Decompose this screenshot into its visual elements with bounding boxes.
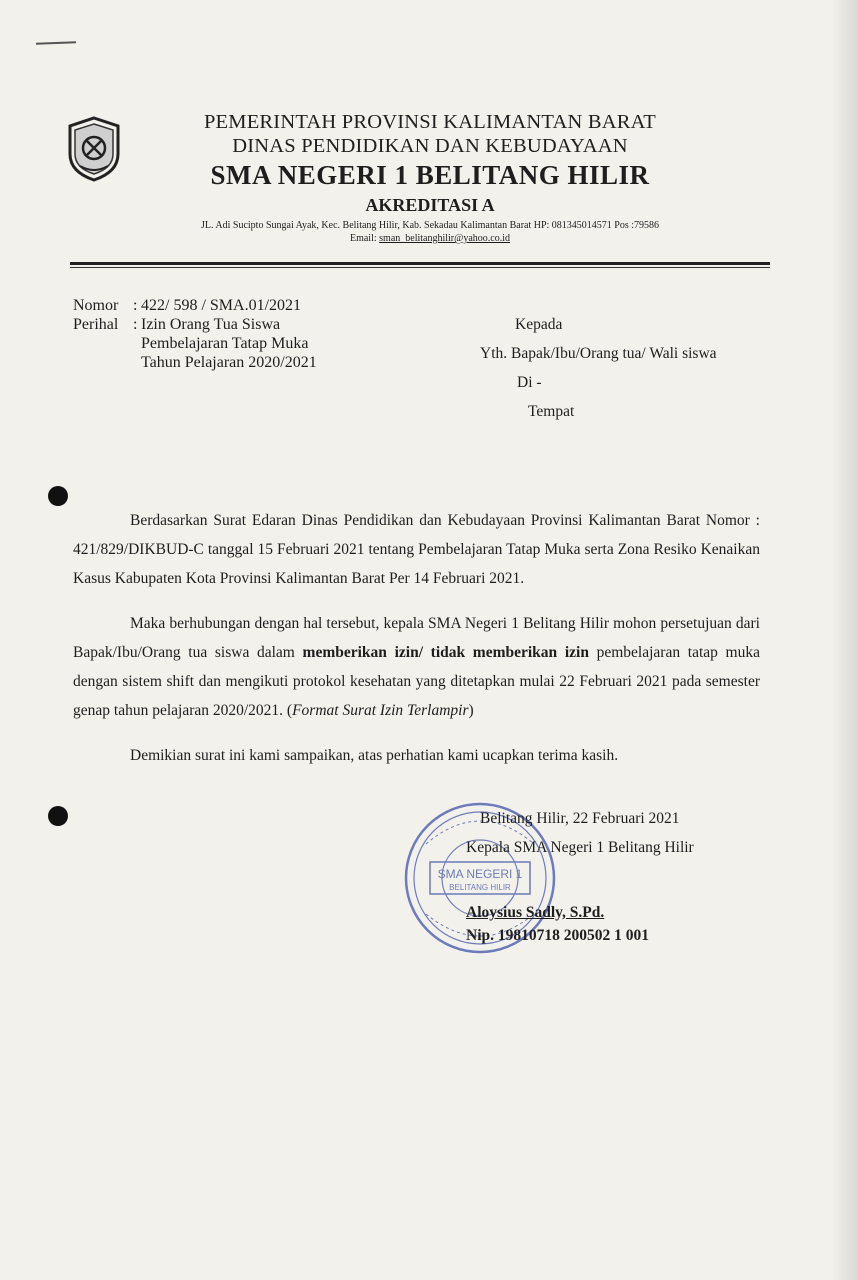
school-name: SMA NEGERI 1 BELITANG HILIR	[210, 160, 650, 190]
punch-hole	[48, 806, 68, 826]
perihal-line-2: Pembelajaran Tatap Muka	[141, 335, 309, 352]
letter-body	[73, 506, 760, 786]
signature-block	[450, 804, 694, 945]
stamp-center-text: SMA NEGERI 1	[437, 867, 523, 881]
di-label: Di -	[517, 374, 542, 391]
nomor-row: Nomor : 422/ 598 / SMA.01/2021	[73, 297, 302, 314]
school-email: sman_belitanghilir@yahoo.co.id	[379, 233, 511, 244]
nomor-value: 422/ 598 / SMA.01/2021	[141, 297, 302, 314]
school-address: JL. Adi Sucipto Sungai Ayak, Kec. Belitang Hilir, Kab. Sekadau Kalimantan Barat HP: 081345014571 Pos :79586	[200, 220, 660, 231]
punch-hole	[48, 486, 68, 506]
nomor-label: Nomor	[73, 297, 119, 314]
department-name: DINAS PENDIDIKAN DAN KEBUDAYAAN	[232, 135, 628, 157]
body-paragraph-3: Demikian surat ini kami sampaikan, atas perhatian kami ucapkan terima kasih.	[130, 747, 619, 764]
stamp-sub-text: BELITANG HILIR	[449, 883, 511, 892]
recipient-block	[480, 310, 717, 426]
perihal-label: Perihal	[73, 316, 119, 333]
body-paragraph-2	[73, 609, 760, 725]
place-date: Belitang Hilir, 22 Februari 2021	[480, 810, 680, 827]
kepada-label: Kepada	[515, 316, 563, 333]
signatory-role: Kepala SMA Negeri 1 Belitang Hilir	[466, 839, 694, 856]
school-email-line	[130, 232, 730, 245]
perihal-line-1: Izin Orang Tua Siswa	[141, 316, 281, 333]
letterhead	[130, 110, 730, 245]
letterhead-divider-thick	[70, 262, 770, 265]
page-edge-shadow	[830, 0, 858, 1280]
p2-italic-text: Format Surat Izin Terlampir	[292, 702, 469, 719]
signatory-name: Aloysius Sadly, S.Pd.	[466, 904, 605, 921]
tempat-label: Tempat	[528, 403, 575, 420]
perihal-row: Perihal : Izin Orang Tua Siswa	[73, 316, 281, 333]
signatory-nip: Nip. 19810718 200502 1 001	[466, 927, 649, 944]
regional-emblem-icon	[66, 116, 122, 182]
body-paragraph-1: Berdasarkan Surat Edaran Dinas Pendidikan dan Kebudayaan Provinsi Kalimantan Barat Nomor : 421/829/DIKBUD-C tanggal 15 Februari 2021 tentang Pembelajaran Tatap Muka serta Zona Resiko Kenaikan Kasus Kabupaten Kota Provinsi Kalimantan Barat Per 14 Februari 2021.	[73, 512, 760, 587]
perihal-line-3: Tahun Pelajaran 2020/2021	[141, 354, 317, 371]
pen-mark	[36, 41, 76, 44]
accreditation: AKREDITASI A	[365, 195, 495, 215]
email-label: Email:	[349, 233, 377, 244]
government-name: PEMERINTAH PROVINSI KALIMANTAN BARAT	[203, 111, 657, 133]
letterhead-divider-thin	[70, 267, 770, 268]
p2-text-start: Maka berhubungan dengan hal tersebut, kepala SMA Negeri 1 Belitang Hilir mohon persetujuan dari Bapak/Ibu/Orang tua siswa dalam	[73, 615, 760, 661]
addressee: Yth. Bapak/Ibu/Orang tua/ Wali siswa	[480, 345, 717, 362]
p2-text-mid: pembelajaran tatap muka dengan sistem shift dan mengikuti protokol kesehatan yang ditetapkan mulai 22 Februari 2021 pada semester genap tahun pelajaran 2020/2021. (	[73, 644, 760, 719]
p2-text-end: )	[468, 702, 474, 719]
letter-meta	[73, 296, 317, 372]
p2-bold-text: memberikan izin/ tidak memberikan izin	[302, 644, 589, 661]
